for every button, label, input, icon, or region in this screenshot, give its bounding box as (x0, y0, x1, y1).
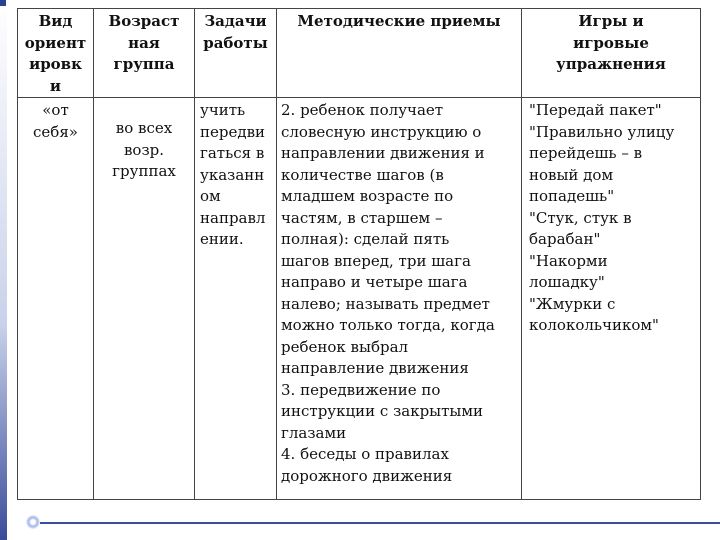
cell-text-line: Задачи (204, 12, 267, 30)
cell-text-line: направлении движения и (281, 144, 485, 162)
cell-tasks (195, 98, 277, 500)
cell-text-line: полная): сделай пять (281, 230, 450, 248)
cell-text-line: группах (112, 162, 176, 180)
cell-text-line: барабан" (529, 230, 601, 248)
cell-text-line: количестве шагов (в (281, 165, 444, 184)
cell-age-group (94, 98, 195, 500)
cell-text-line: "Передай пакет" (529, 101, 662, 119)
cell-text-line: перейдешь – в (529, 144, 643, 162)
cell-text-line: 2. ребенок получает (281, 101, 444, 119)
cell-text-line: во всех (115, 119, 173, 137)
cell-text-line: 4. беседы о правилах (281, 445, 449, 463)
methods-table (17, 8, 701, 500)
cell-text-line: 3. передвижение по (281, 380, 441, 399)
cell-text-line: ом (200, 187, 221, 205)
cell-text-line: и (49, 76, 62, 95)
slide-corner-mark (0, 0, 6, 6)
table-header-row (18, 9, 701, 98)
cell-text-line: младшем возрасте по (281, 187, 454, 205)
cell-text-line: Вид (38, 12, 73, 30)
table-row (18, 98, 701, 500)
slide-bottom-line (40, 522, 720, 524)
cell-text-line: упражнения (556, 55, 666, 73)
cell-text-line: направл (200, 208, 266, 227)
cell-text-line: ориент (24, 33, 87, 52)
cell-text-line: "Жмурки с (529, 294, 616, 313)
cell-text-line: инструкции с закрытыми (281, 402, 484, 420)
cell-text-line: группа (113, 55, 175, 73)
cell-text-line: ировк (29, 55, 82, 73)
cell-text-line: учить (200, 101, 246, 119)
cell-text-line: указанн (200, 165, 265, 184)
slide-bottom-glow (26, 515, 40, 529)
cell-text-line: словесную инструкцию о (281, 122, 482, 141)
cell-text-line: "Правильно улицу (529, 122, 675, 141)
cell-games (522, 98, 701, 500)
slide-left-accent (0, 0, 7, 540)
cell-text-line: попадешь" (529, 187, 615, 205)
cell-text-line: ребенок выбрал (281, 337, 409, 356)
header-games (522, 9, 701, 98)
cell-text-line: глазами (281, 423, 347, 442)
cell-methods (277, 98, 522, 500)
cell-text-line: направо и четыре шага (281, 273, 468, 291)
cell-text-line: себя» (33, 122, 78, 141)
cell-text-line: Игры и (578, 12, 644, 30)
cell-orientation (18, 98, 94, 500)
cell-text-line: шагов вперед, три шага (281, 251, 471, 270)
cell-text-line: колокольчиком" (529, 316, 659, 334)
cell-text-line: передви (200, 122, 266, 141)
cell-text-line: "Стук, стук в (529, 208, 632, 227)
cell-text-line: Возраст (108, 12, 180, 30)
header-orientation-type (18, 9, 94, 98)
cell-text-line: ная (128, 33, 160, 52)
cell-text-line: "Накорми (529, 251, 608, 270)
cell-text-line: Методические приемы (297, 12, 501, 30)
cell-text-line: возр. (123, 140, 165, 159)
cell-text-line: частям, в старшем – (281, 208, 443, 227)
cell-text-line: налево; называть предмет (281, 294, 490, 313)
header-age-group (94, 9, 195, 98)
cell-text-line: дорожного движения (281, 466, 453, 485)
cell-text-line: гаться в (200, 144, 265, 162)
cell-text-line: работы (203, 33, 268, 52)
cell-text-line: ении. (200, 230, 244, 248)
cell-text-line: новый дом (529, 165, 614, 184)
cell-text-line: лошадку" (529, 273, 605, 291)
cell-text-line: игровые (573, 33, 649, 52)
cell-text-line: «от (42, 101, 69, 119)
header-methods (277, 9, 522, 98)
cell-text-line: направление движения (281, 359, 469, 377)
header-tasks (195, 9, 277, 98)
cell-text-line: можно только тогда, когда (281, 316, 495, 334)
